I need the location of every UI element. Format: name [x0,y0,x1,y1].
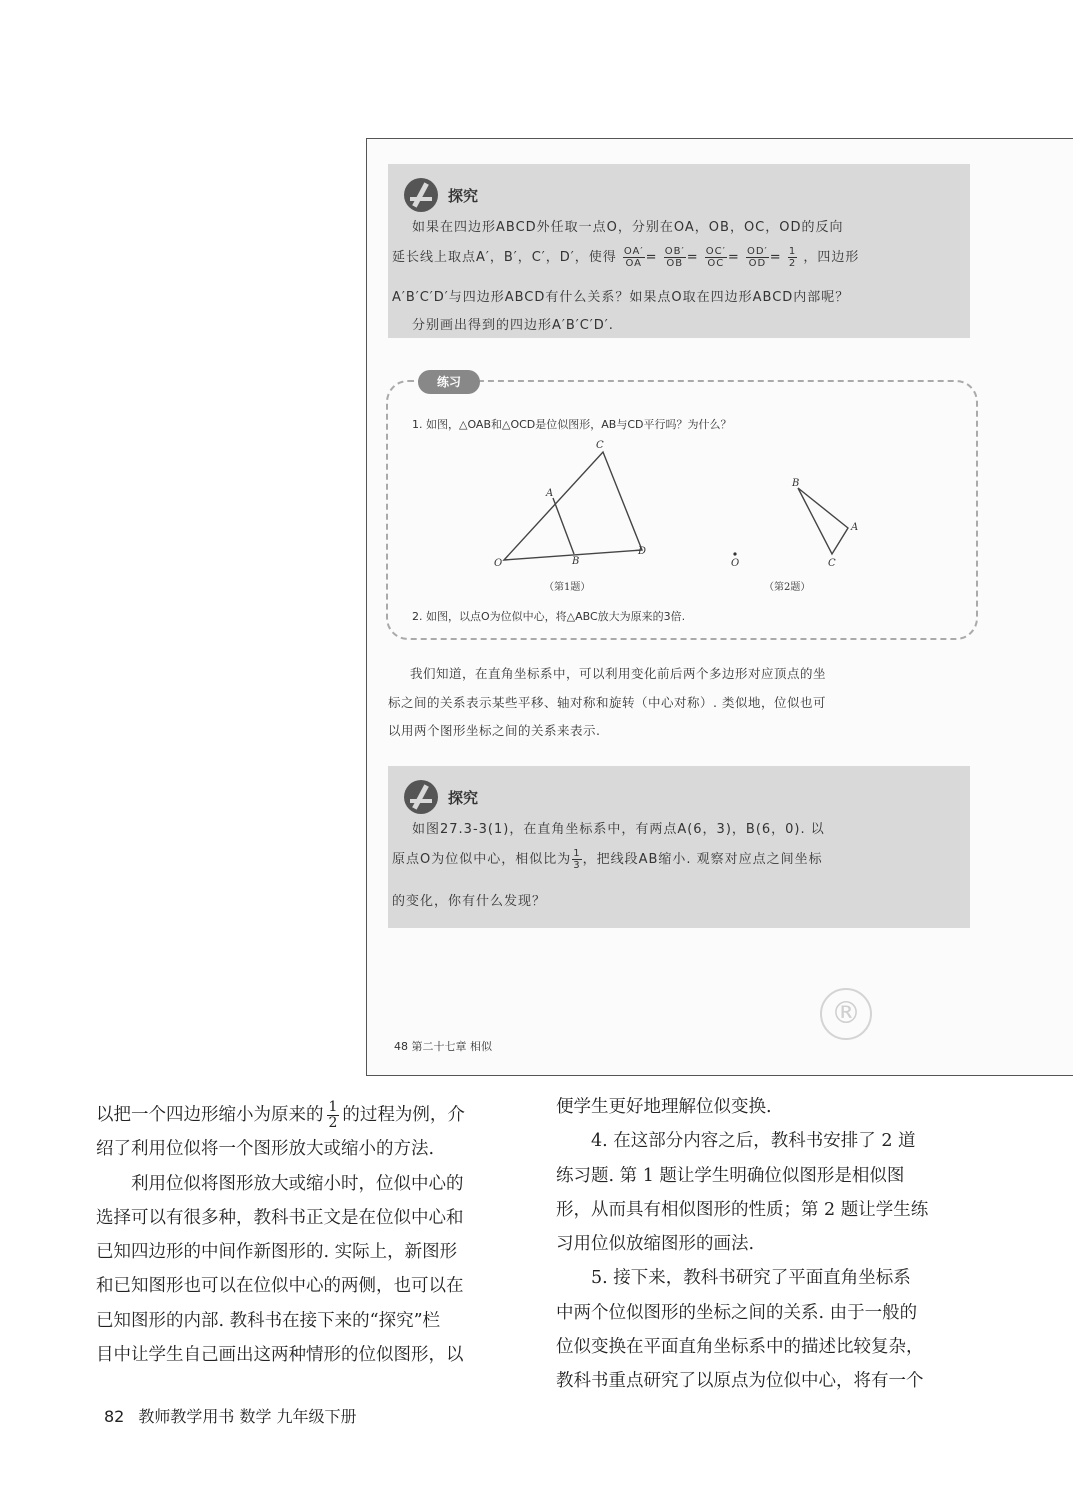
triangle-ocd [504,452,642,560]
explore-box-2 [388,766,970,928]
label-o1: O [494,558,503,569]
right-line: 5. 接下来，教科书研究了平面直角坐标系 [556,1268,911,1289]
explore-header [404,178,478,212]
explore1-line1: 如果在四边形ABCD外任取一点O，分别在OA，OB，OC，OD的反向 [412,220,844,235]
label-a1: A [546,488,554,499]
page-number: 82 [104,1407,125,1426]
figure-1 [504,452,642,560]
left-column [96,1098,465,1372]
right-line: 便学生更好地理解位似变换. [556,1097,772,1117]
label-c1: C [596,440,604,451]
inset-paragraph-line2: 标之间的关系表示某些平移、轴对称和旋转（中心对称）. 类似地，位似也可 [388,695,826,710]
explore-box-1 [388,164,970,338]
ratio-ob: $\frac{OB'}{OB}$ [664,246,685,269]
explore-title: 探究 [448,186,479,205]
right-line: 练习题. 第 1 题让学生明确位似图形是相似图 [556,1165,905,1186]
ratio-oa: $\frac{OA'}{OA}$ [623,246,644,269]
segment-ab [553,498,574,554]
eq-sign: = [686,250,699,265]
eq-sign: = [769,250,782,265]
explore1-line3: A′B′C′D′与四边形ABCD有什么关系？如果点O取在四边形ABCD内部呢？ [392,290,850,305]
right-line: 4. 在这部分内容之后，教科书安排了 2 道 [556,1131,916,1152]
explore1-line2-b: ，四边形 [803,250,860,265]
inset-paragraph-line3: 以用两个图形坐标之间的关系来表示. [388,723,601,738]
explore-logo-icon [404,178,438,212]
explore-header-2 [404,780,478,814]
ratio-od: $\frac{OD'}{OD}$ [746,246,768,269]
page-footer [104,1404,357,1427]
left-line: 已知图形的内部. 教科书在接下来的“探究”栏 [96,1310,441,1331]
eq-sign: = [645,250,658,265]
figure-2-labels [731,478,858,569]
left-line: 利用位似将图形放大或缩小时，位似中心的 [96,1173,464,1194]
right-line: 位似变换在平面直角坐标系中的描述比较复杂， [556,1337,924,1358]
left-line: 绍了利用位似将一个图形放大或缩小的方法. [96,1139,435,1160]
explore1-line2-a: 延长线上取点A′，B′，C′，D′，使得 [392,250,617,265]
explore1-line2 [392,246,859,269]
exercise-tag: 练习 [418,370,480,394]
inset-footer: 48 第二十七章 相似 [394,1040,492,1053]
exercise-figures [388,432,976,632]
ratio-third: $\frac{1}{3}$ [573,848,581,871]
explore2-line2-a: 原点O为位似中心，相似比为 [392,852,572,867]
book-title: 教师教学用书 数学 九年级下册 [138,1407,357,1426]
explore2-line3: 的变化，你有什么发现？ [392,894,547,909]
right-line: 习用位似放缩图形的画法. [556,1234,755,1255]
fig1-caption: （第1题） [544,582,591,593]
registered-mark-watermark: ® [820,988,872,1040]
right-line: 形，从而具有相似图形的性质；第 2 题让学生练 [556,1199,929,1220]
inset-paragraph-line1: 我们知道，在直角坐标系中，可以利用变化前后两个多边形对应顶点的坐 [410,666,827,681]
center-point-o2 [733,552,736,555]
label-c2: C [828,558,836,569]
left-line: 选择可以有很多种，教科书正文是在位似中心和 [96,1207,464,1228]
explore2-line2 [392,848,823,871]
explore-title-2: 探究 [448,788,479,807]
exercise-box [386,375,978,640]
left-line: 已知四边形的中间作新图形的. 实际上，新图形 [96,1242,458,1263]
label-d1: D [638,546,647,557]
fig2-caption: （第2题） [764,582,811,593]
explore-logo-icon-2 [404,780,438,814]
right-line: 教科书重点研究了以原点为位似中心，将有一个 [556,1371,924,1392]
explore1-line4: 分别画出得到的四边形A′B′C′D′. [412,318,614,333]
label-b2: B [792,478,800,489]
label-a2: A [851,522,859,533]
exercise-q1: 1. 如图，△OAB和△OCD是位似图形，AB与CD平行吗？为什么？ [412,418,732,431]
half-fraction: $\frac{1}{2}$ [328,1099,338,1131]
eq-sign: = [727,250,740,265]
figure-2 [798,488,848,554]
label-o2: O [731,558,740,569]
ratio-half: $\frac{1}{2}$ [788,246,797,269]
explore2-line2-b: ，把线段AB缩小. 观察对应点之间坐标 [582,852,823,867]
left-line-1: 以把一个四边形缩小为原来的 $\frac{1}{2}$ 的过程为例，介 [96,1099,465,1131]
right-column [556,1090,928,1399]
right-line: 中两个位似图形的坐标之间的关系. 由于一般的 [556,1302,918,1323]
left-line: 和已知图形也可以在位似中心的两侧，也可以在 [96,1276,464,1297]
explore2-line1: 如图27.3-3(1)，在直角坐标系中，有两点A(6，3)，B(6，0). 以 [412,822,825,837]
left-line: 目中让学生自己画出这两种情形的位似图形，以 [96,1345,464,1366]
label-b1: B [572,556,580,567]
ratio-oc: $\frac{OC'}{OC}$ [705,246,726,269]
triangle-abc [798,488,848,554]
exercise-q2: 2. 如图，以点O为位似中心，将△ABC放大为原来的3倍. [412,610,686,623]
